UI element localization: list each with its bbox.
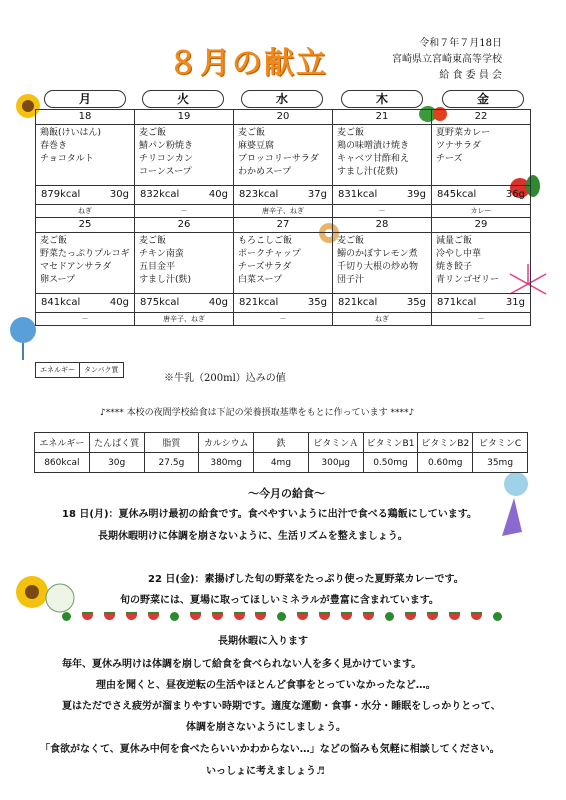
- nutrition-cell: [432, 294, 531, 313]
- weekday-fri: 金: [442, 90, 524, 108]
- standard-header: ビタミンC: [473, 433, 528, 453]
- protein-value: 36g: [505, 189, 525, 200]
- watermelon-icon: [427, 612, 438, 620]
- protein-value: 39g: [406, 189, 426, 200]
- watermelon-icon: [341, 612, 352, 620]
- menu-item: 五目金平: [139, 262, 176, 272]
- menu-cell: [135, 125, 234, 186]
- protein-value: 37g: [307, 189, 327, 200]
- paragraph-line: いっしょに考えましょう♬: [206, 766, 325, 777]
- menu-item: すまし汁(麩): [139, 275, 192, 285]
- table-row: [36, 186, 531, 205]
- menu-item: 千切り大根の炒め物: [337, 262, 419, 272]
- watermelon-icon: [255, 612, 266, 620]
- date-cell: 19: [135, 110, 234, 125]
- menu-item: 麻婆豆腐: [238, 141, 275, 151]
- section-title: ～今月の給食～: [248, 487, 325, 500]
- standard-value: 30g: [89, 453, 144, 473]
- menu-item: 麦ご飯: [139, 128, 167, 138]
- menu-item: もろこしご飯: [238, 236, 293, 246]
- menu-item: 春巻き: [40, 141, 68, 151]
- nutrition-cell: [36, 186, 135, 205]
- watermelon-icon: [170, 612, 179, 621]
- table-row: [35, 453, 528, 473]
- paragraph-line: 「食欲がなくて、夏休み中何を食べたらいいかわからない…」などの悩みも気軽に相談してください。: [40, 744, 500, 755]
- watermelon-icon: [385, 612, 394, 621]
- standard-intro: ♪**** 本校の夜間学校給食は下記の栄養摂取基準をもとに作っています ****♪: [100, 408, 415, 418]
- paragraph-line: 22 日(金)：素揚げした旬の野菜をたっぷり使った夏野菜カレーです。: [148, 574, 464, 585]
- header-info: [392, 36, 502, 84]
- paragraph-line: 体調を崩さないようにしましょう。: [186, 722, 346, 733]
- nutrition-cell: [333, 186, 432, 205]
- standard-value: 27.5g: [144, 453, 199, 473]
- table-row: [36, 218, 531, 233]
- standard-value: 0.50mg: [363, 453, 418, 473]
- paragraph-line: 18 日(月)：夏休み明け最初の給食です。食べやすいように出汁で食べる鶏飯にしています。: [62, 509, 477, 520]
- allergen-cell: カレー: [432, 205, 531, 218]
- standard-value: 4mg: [254, 453, 309, 473]
- date-cell: 28: [333, 218, 432, 233]
- energy-value: 841kcal: [41, 297, 81, 308]
- committee-name: 給 食 委 員 会: [439, 70, 502, 81]
- standard-value: 300μg: [308, 453, 363, 473]
- protein-value: 35g: [406, 297, 426, 308]
- watermelon-icon: [212, 612, 223, 620]
- table-row: [35, 433, 528, 453]
- menu-cell: [333, 125, 432, 186]
- nutrition-cell: [234, 186, 333, 205]
- energy-value: 823kcal: [239, 189, 279, 200]
- date-cell: 29: [432, 218, 531, 233]
- watermelon-icon: [471, 612, 482, 620]
- energy-value: 879kcal: [41, 189, 81, 200]
- paragraph-line: 旬の野菜には、夏場に取ってほしいミネラルが豊富に含まれています。: [120, 595, 439, 606]
- watermelon-icon: [82, 612, 93, 620]
- menu-item: 焼き餃子: [436, 262, 473, 272]
- standard-table: [34, 432, 528, 473]
- nutrition-cell: [135, 294, 234, 313]
- standard-header: 鉄: [254, 433, 309, 453]
- energy-value: 845kcal: [437, 189, 477, 200]
- section-title: 長期休暇に入ります: [218, 636, 308, 647]
- paragraph-line: 毎年、夏休み明けは体調を崩して給食を食べられない人を多く見かけています。: [62, 659, 422, 670]
- standard-header: 脂質: [144, 433, 199, 453]
- energy-value: 821kcal: [239, 297, 279, 308]
- menu-item: 青リンゴゼリー: [436, 275, 500, 285]
- menu-item: チキン南蛮: [139, 249, 184, 259]
- page-title: ８月の献立: [168, 46, 328, 81]
- legend-protein: タンパク質: [80, 363, 124, 378]
- energy-value: 832kcal: [140, 189, 180, 200]
- date-cell: 18: [36, 110, 135, 125]
- menu-item: 鶏飯(けいはん): [40, 128, 102, 138]
- menu-item: 麦ご飯: [40, 236, 68, 246]
- date-cell: 21: [333, 110, 432, 125]
- table-row: [36, 205, 531, 218]
- watermelon-divider: [62, 612, 502, 622]
- watermelon-icon: [104, 612, 115, 620]
- protein-value: 40g: [109, 297, 129, 308]
- allergen-cell: －: [36, 313, 135, 326]
- watermelon-icon: [62, 612, 71, 621]
- menu-table: [35, 109, 531, 326]
- nutrition-cell: [234, 294, 333, 313]
- watermelon-icon: [363, 612, 374, 620]
- energy-value: 871kcal: [437, 297, 477, 308]
- table-row: [36, 313, 531, 326]
- date-cell: 27: [234, 218, 333, 233]
- standard-value: 35mg: [473, 453, 528, 473]
- menu-item: 白菜スープ: [238, 275, 283, 285]
- watermelon-icon: [126, 612, 137, 620]
- allergen-cell: 唐辛子、ねぎ: [135, 313, 234, 326]
- standard-header: カルシウム: [199, 433, 254, 453]
- menu-item: 鯖パン粉焼き: [139, 141, 194, 151]
- table-row: [36, 233, 531, 294]
- protein-value: 40g: [208, 189, 228, 200]
- menu-item: チーズサラダ: [238, 262, 292, 272]
- weekday-thu: 木: [341, 90, 423, 108]
- weekday-wed: 水: [241, 90, 323, 108]
- table-row: [36, 110, 531, 125]
- menu-item: 野菜たっぷりプルコギ: [40, 249, 130, 259]
- standard-value: 0.60mg: [418, 453, 473, 473]
- menu-item: 麦ご飯: [238, 128, 266, 138]
- menu-item: わかめスープ: [238, 167, 292, 177]
- standard-header: ビタミンB1: [363, 433, 418, 453]
- allergen-cell: －: [333, 205, 432, 218]
- allergen-cell: －: [234, 313, 333, 326]
- weekday-mon: 月: [44, 90, 126, 108]
- menu-item: チョコタルト: [40, 154, 94, 164]
- standard-header: ビタミンＡ: [308, 433, 363, 453]
- milk-note: ※牛乳（200ml）込みの値: [164, 373, 286, 384]
- protein-value: 30g: [109, 189, 129, 200]
- menu-cell: [333, 233, 432, 294]
- energy-value: 831kcal: [338, 189, 378, 200]
- menu-item: キャベツ甘酢和え: [337, 154, 410, 164]
- menu-cell: [36, 233, 135, 294]
- standard-header: ビタミンB2: [418, 433, 473, 453]
- menu-item: ブロッコリーサラダ: [238, 154, 319, 164]
- watermelon-icon: [190, 612, 201, 620]
- standard-value: 380mg: [199, 453, 254, 473]
- table-row: [36, 125, 531, 186]
- menu-cell: [234, 233, 333, 294]
- menu-item: すまし汁(花麩): [337, 167, 399, 177]
- school-name: 宮崎県立宮崎東高等学校: [392, 54, 502, 65]
- menu-item: 減量ご飯: [436, 236, 473, 246]
- legend-energy: エネルギー: [36, 363, 80, 378]
- energy-value: 875kcal: [140, 297, 180, 308]
- watermelon-icon: [148, 612, 159, 620]
- watermelon-icon: [234, 612, 245, 620]
- paragraph-line: 長期休暇明けに体調を崩さないように、生活リズムを整えましょう。: [98, 531, 408, 542]
- standard-value: 860kcal: [35, 453, 90, 473]
- menu-item: 夏野菜カレー: [436, 128, 491, 138]
- menu-cell: [432, 233, 531, 294]
- menu-item: ツナサラダ: [436, 141, 481, 151]
- allergen-cell: －: [432, 313, 531, 326]
- watermelon-icon: [405, 612, 416, 620]
- watermelon-icon: [319, 612, 330, 620]
- menu-cell: [234, 125, 333, 186]
- menu-cell: [135, 233, 234, 294]
- standard-header: エネルギー: [35, 433, 90, 453]
- paragraph-line: 理由を聞くと、昼夜逆転の生活やほとんど食事をとっていなかったなど…。: [96, 680, 436, 691]
- allergen-cell: ねぎ: [333, 313, 432, 326]
- issue-date: 令和７年７月18日: [419, 38, 502, 49]
- protein-value: 35g: [307, 297, 327, 308]
- legend-table: [35, 362, 124, 378]
- paragraph-line: 夏はただでさえ疲労が溜まりやすい時期です。適度な運動・食事・水分・睡眠をしっかりとって、: [62, 701, 501, 712]
- nutrition-cell: [432, 186, 531, 205]
- date-cell: 26: [135, 218, 234, 233]
- protein-value: 31g: [505, 297, 525, 308]
- date-cell: 25: [36, 218, 135, 233]
- date-cell: 22: [432, 110, 531, 125]
- menu-item: コーンスープ: [139, 167, 192, 177]
- watermelon-icon: [277, 612, 286, 621]
- menu-item: 麦ご飯: [337, 236, 365, 246]
- menu-item: ポークチャップ: [238, 249, 301, 259]
- menu-item: 鰯のかぼすレモン煮: [337, 249, 418, 259]
- table-row: [36, 294, 531, 313]
- menu-item: マセドアンサラダ: [40, 262, 112, 272]
- nutrition-cell: [135, 186, 234, 205]
- menu-item: 団子汁: [337, 275, 365, 285]
- energy-value: 821kcal: [338, 297, 378, 308]
- watermelon-icon: [297, 612, 308, 620]
- menu-cell: [36, 125, 135, 186]
- menu-item: 卵スープ: [40, 275, 76, 285]
- nutrition-cell: [333, 294, 432, 313]
- watermelon-icon: [449, 612, 460, 620]
- standard-header: たんぱく質: [89, 433, 144, 453]
- menu-cell: [432, 125, 531, 186]
- allergen-cell: －: [135, 205, 234, 218]
- protein-value: 40g: [208, 297, 228, 308]
- weekday-tue: 火: [142, 90, 224, 108]
- allergen-cell: ねぎ: [36, 205, 135, 218]
- menu-item: 麦ご飯: [139, 236, 167, 246]
- menu-item: チリコンカン: [139, 154, 193, 164]
- menu-item: 麦ご飯: [337, 128, 365, 138]
- wind-chime-icon: [494, 470, 534, 542]
- date-cell: 20: [234, 110, 333, 125]
- nutrition-cell: [36, 294, 135, 313]
- watermelon-icon: [493, 612, 502, 621]
- menu-item: 鶏の味噌漬け焼き: [337, 141, 410, 151]
- menu-item: チーズ: [436, 154, 463, 164]
- allergen-cell: 唐辛子、ねぎ: [234, 205, 333, 218]
- menu-item: 冷やし中華: [436, 249, 482, 259]
